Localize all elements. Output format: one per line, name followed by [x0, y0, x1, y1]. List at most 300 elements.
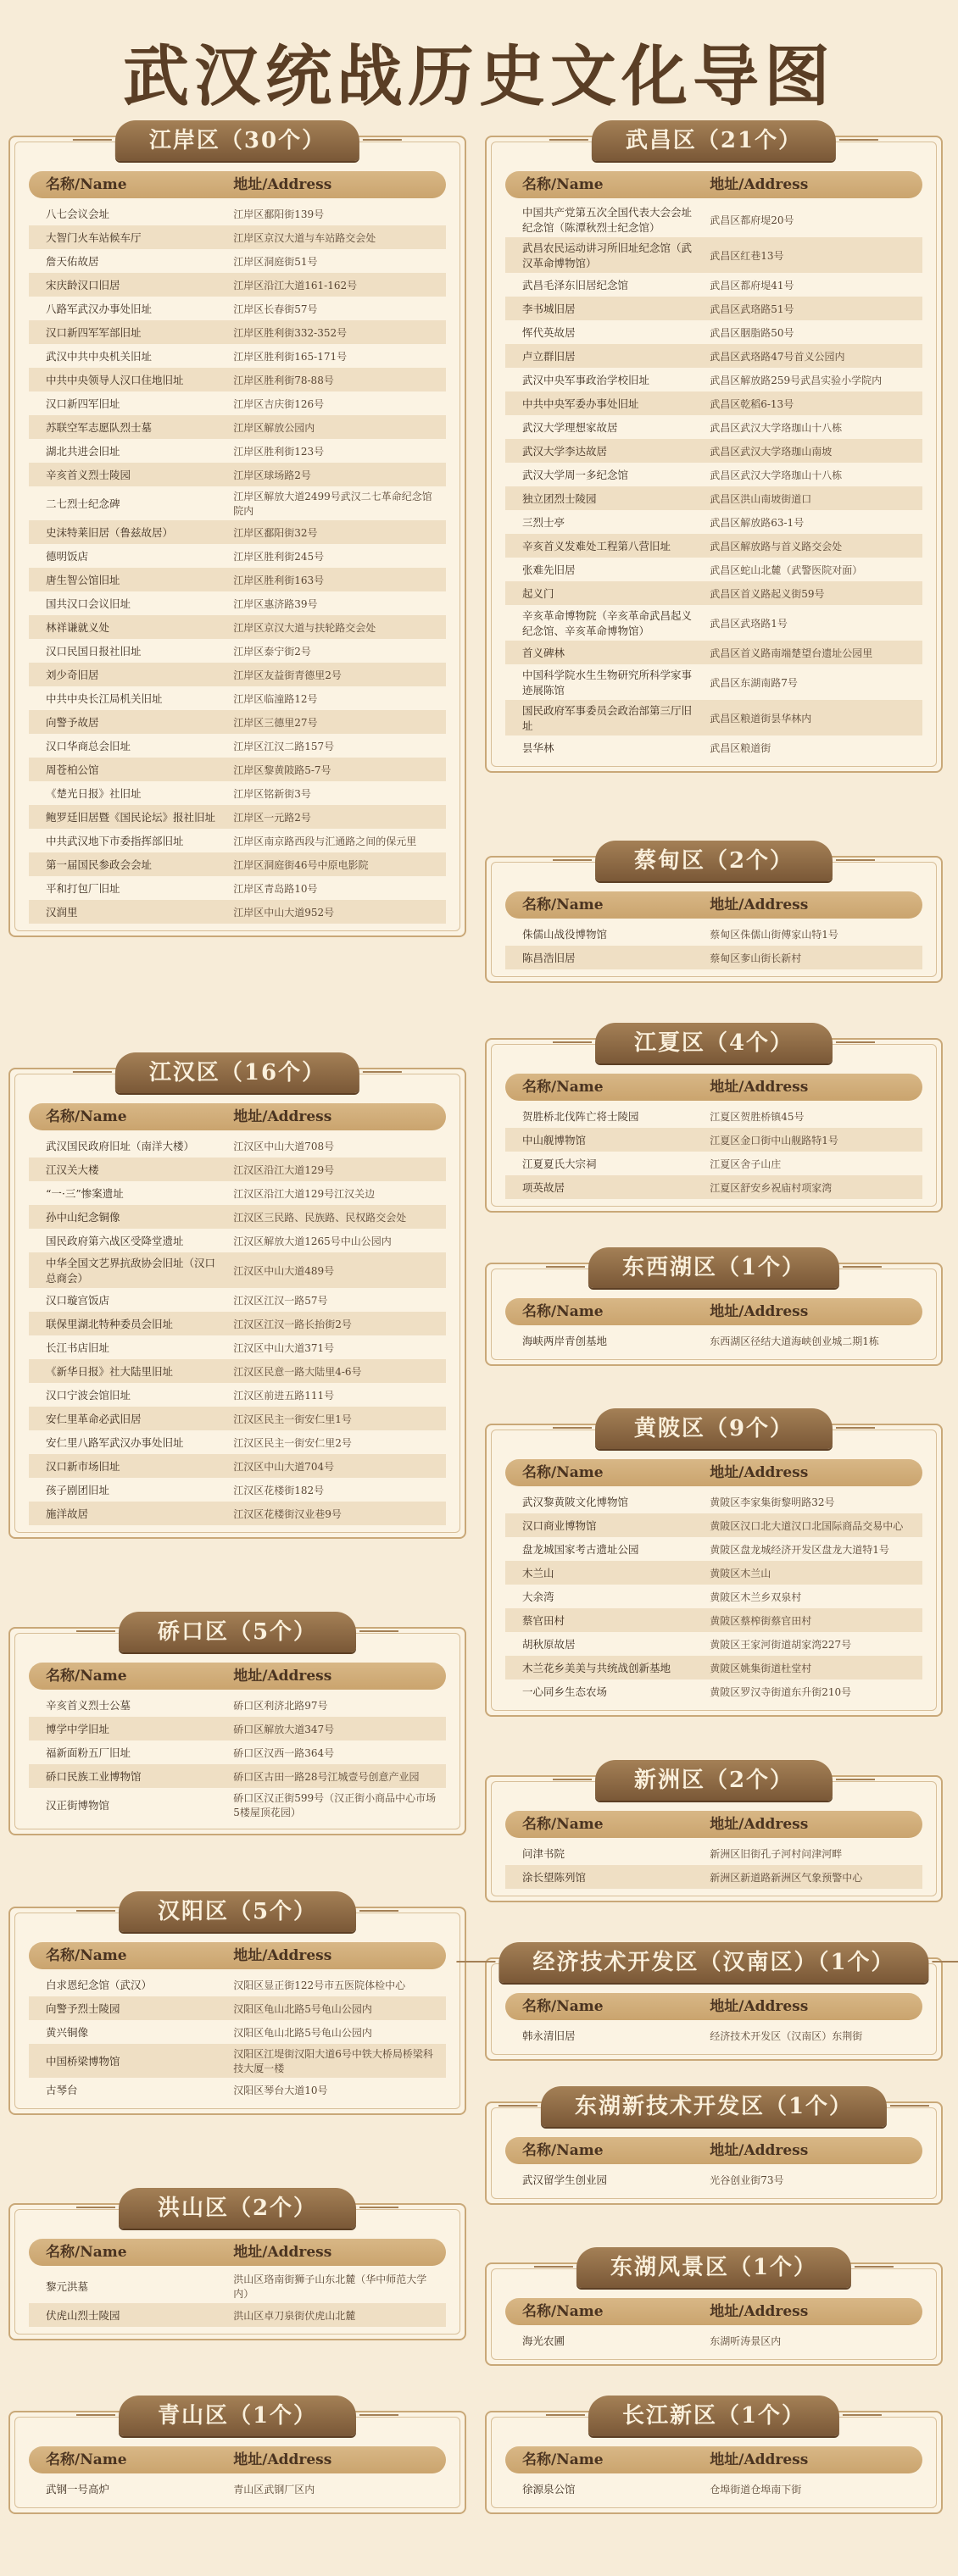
site-name: 起义门 — [522, 587, 554, 600]
site-address: 武昌区解放路259号武昌实验小学院内 — [710, 374, 883, 386]
site-address: 武昌区都府堤20号 — [710, 214, 794, 226]
site-name: 卢立群旧居 — [522, 350, 576, 363]
table-row — [505, 368, 922, 391]
site-name: 第一届国民参政会会址 — [46, 858, 153, 871]
site-address: 江汉区民主一街安仁里1号 — [233, 1413, 352, 1425]
district-title: 东湖新技术开发区（1个） — [541, 2086, 887, 2127]
table-row — [29, 829, 446, 852]
site-name: 中国桥梁博物馆 — [46, 2055, 120, 2068]
site-name: 侏儒山战役博物馆 — [522, 928, 608, 941]
site-list — [29, 202, 446, 924]
site-address: 武昌区武汉大学珞珈山南坡 — [710, 445, 833, 458]
site-address: 江汉区江汉一路57号 — [233, 1294, 328, 1307]
table-header — [505, 1074, 922, 1101]
site-address: 新洲区新道路新洲区气象预警中心 — [710, 1871, 863, 1884]
table-row — [29, 639, 446, 663]
site-name: 木兰花乡美美与共统战创新基地 — [522, 1662, 671, 1674]
site-address: 硚口区古田一路28号江城壹号创意产业园 — [233, 1770, 420, 1783]
table-row — [29, 2477, 446, 2501]
table-row — [505, 581, 922, 605]
site-name: 徐源泉公馆 — [522, 2483, 576, 2496]
table-row — [29, 368, 446, 391]
district-panel-jianghan — [8, 1060, 466, 1539]
table-row — [505, 641, 922, 664]
site-address: 江岸区胜利街332-352号 — [233, 326, 348, 339]
district-panel-jiangxia — [485, 1030, 943, 1213]
site-name: 中国科学院水生生物研究所科学家事迹展陈馆 — [522, 669, 693, 697]
site-name: 海峡两岸青创基地 — [522, 1335, 608, 1347]
table-row — [29, 568, 446, 591]
site-name: 问津书院 — [522, 1847, 565, 1860]
site-address: 江汉区沿江大道129号江汉关边 — [233, 1187, 376, 1200]
site-name: 蔡官田村 — [522, 1614, 565, 1627]
table-row — [505, 700, 922, 736]
site-name: 国共汉口会议旧址 — [46, 597, 131, 610]
site-name: 向警予故居 — [46, 716, 99, 729]
district-title: 江夏区（4个） — [595, 1023, 833, 1063]
table-row — [29, 781, 446, 805]
district-panel-wuchang — [485, 128, 943, 773]
district-title: 硚口区（5个） — [119, 1612, 356, 1652]
table-row — [505, 1608, 922, 1632]
site-address: 武昌区蛇山北麓（武警医院对面） — [710, 564, 863, 576]
table-row — [29, 734, 446, 758]
table-row — [505, 237, 922, 273]
table-row — [29, 1973, 446, 1996]
site-name: 武汉大学周一多纪念馆 — [522, 469, 629, 481]
site-name: 汉正街博物馆 — [46, 1799, 110, 1812]
district-title: 青山区（1个） — [119, 2396, 356, 2436]
site-name: 安仁里八路军武汉办事处旧址 — [46, 1436, 184, 1449]
site-name: 孙中山纪念铜像 — [46, 1211, 120, 1224]
site-name: 德明饭店 — [46, 550, 89, 563]
site-list — [505, 1329, 922, 1352]
site-name: 汉口新四军军部旧址 — [46, 326, 142, 339]
table-row — [29, 1430, 446, 1454]
table-row — [505, 510, 922, 534]
site-name: 黎元洪墓 — [46, 2280, 89, 2293]
district-panel-jingkai — [485, 1950, 943, 2061]
site-address: 江汉区中山大道704号 — [233, 1460, 335, 1473]
site-address: 汉阳区江堤街汉阳大道6号中铁大桥局桥梁科技大厦一楼 — [233, 2048, 433, 2074]
district-title: 黄陂区（9个） — [595, 1408, 833, 1449]
site-address: 武昌区武珞路51号 — [710, 303, 794, 315]
site-name: 古琴台 — [46, 2084, 78, 2096]
table-header — [29, 2446, 446, 2473]
site-address: 青山区武钢厂区内 — [233, 2483, 315, 2496]
site-address: 武昌区武珞路47号首义公园内 — [710, 350, 845, 363]
site-list — [505, 1841, 922, 1889]
district-title: 经济技术开发区（汉南区）（1个） — [498, 1942, 928, 1983]
column-header-address: 地址/Address — [233, 2244, 332, 2261]
site-name: 二七烈士纪念碑 — [46, 497, 120, 510]
table-row — [505, 1513, 922, 1537]
site-name: 辛亥首义烈士公墓 — [46, 1699, 131, 1712]
site-address: 江岸区胜利街123号 — [233, 445, 325, 458]
column-header-name: 名称/Name — [522, 2303, 604, 2320]
site-list — [29, 1134, 446, 1525]
column-header-name: 名称/Name — [522, 897, 604, 913]
table-row — [29, 1134, 446, 1158]
site-address: 武昌区武珞路1号 — [710, 617, 788, 630]
site-list — [505, 202, 922, 759]
site-name: 中共中央军委办事处旧址 — [522, 397, 639, 410]
table-header — [505, 1993, 922, 2020]
table-row — [505, 1585, 922, 1608]
site-list — [29, 1973, 446, 2101]
site-address: 江汉区花楼街182号 — [233, 1484, 325, 1496]
site-name: 汉口新市场旧址 — [46, 1460, 120, 1473]
table-row — [505, 297, 922, 320]
site-name: 韩永清旧居 — [522, 2029, 576, 2042]
site-address: 江岸区鄱阳街139号 — [233, 208, 325, 220]
site-name: 黄兴铜像 — [46, 2026, 89, 2039]
site-list — [505, 2024, 922, 2047]
site-name: 中国共产党第五次全国代表大会会址纪念馆（陈潭秋烈士纪念馆） — [522, 206, 693, 234]
site-address: 江岸区洞庭街51号 — [233, 255, 318, 268]
table-row — [505, 1841, 922, 1865]
column-header-name: 名称/Name — [46, 2244, 127, 2261]
site-name: 安仁里革命必武旧居 — [46, 1413, 142, 1425]
table-row — [29, 1335, 446, 1359]
district-panel-changjiang-xinqu — [485, 2403, 943, 2514]
site-name: 白求恩纪念馆（武汉） — [46, 1979, 153, 1991]
table-row — [505, 463, 922, 486]
table-header — [505, 2446, 922, 2473]
column-header-address: 地址/Address — [710, 1464, 809, 1481]
table-row — [29, 1478, 446, 1502]
table-header — [505, 891, 922, 919]
site-name: 中华全国文艺界抗敌协会旧址（汉口总商会） — [46, 1257, 216, 1285]
column-header-address: 地址/Address — [233, 176, 332, 193]
table-row — [29, 1788, 446, 1822]
table-row — [29, 1996, 446, 2020]
site-address: 江夏区舒安乡祝庙村项家湾 — [710, 1181, 833, 1194]
district-panel-qiaokou — [8, 1619, 466, 1835]
site-name: 硚口民族工业博物馆 — [46, 1770, 142, 1783]
site-address: 江汉区花楼街汉业巷9号 — [233, 1507, 342, 1520]
site-address: 武昌区都府堤41号 — [710, 279, 794, 291]
site-name: 武汉大学理想家故居 — [522, 421, 618, 434]
table-row — [505, 558, 922, 581]
table-row — [29, 852, 446, 876]
site-address: 江夏区金口街中山舰路特1号 — [710, 1134, 838, 1146]
site-address: 武昌区乾稻6-13号 — [710, 397, 794, 410]
site-address: 江岸区铭新街3号 — [233, 787, 311, 800]
site-address: 江岸区胜利街78-88号 — [233, 374, 334, 386]
site-address: 汉阳区显正街122号市五医院体检中心 — [233, 1979, 406, 1991]
column-header-name: 名称/Name — [522, 2451, 604, 2468]
column-header-address: 地址/Address — [710, 897, 809, 913]
table-row — [29, 1502, 446, 1525]
site-name: 昙华林 — [522, 741, 554, 754]
site-address: 新洲区旧街孔子河村问津河畔 — [710, 1847, 843, 1860]
district-title: 新洲区（2个） — [595, 1760, 833, 1801]
column-header-address: 地址/Address — [233, 1108, 332, 1125]
site-address: 江岸区黎黄陂路5-7号 — [233, 763, 331, 776]
table-row — [29, 710, 446, 734]
site-name: 伏虎山烈士陵园 — [46, 2309, 120, 2322]
site-list — [505, 1104, 922, 1199]
site-address: 武昌区粮道街 — [710, 741, 771, 754]
district-panel-xinzhou — [485, 1768, 943, 1902]
table-row — [29, 615, 446, 639]
table-header — [505, 2298, 922, 2325]
site-name: 盘龙城国家考古遗址公园 — [522, 1543, 639, 1556]
site-name: 中共中央领导人汉口住地旧址 — [46, 374, 184, 386]
column-header-address: 地址/Address — [710, 176, 809, 193]
table-row — [29, 391, 446, 415]
site-address: 江汉区民主一街安仁里2号 — [233, 1436, 352, 1449]
site-address: 江岸区鄱阳街32号 — [233, 526, 318, 539]
district-title: 东湖风景区（1个） — [576, 2247, 851, 2288]
table-row — [505, 1104, 922, 1128]
site-name: 辛亥首义发难处工程第八营旧址 — [522, 540, 671, 552]
table-row — [29, 1252, 446, 1288]
site-name: 长江书店旧址 — [46, 1341, 110, 1354]
table-row — [505, 1679, 922, 1703]
table-header — [505, 1811, 922, 1838]
table-header — [505, 171, 922, 198]
district-panel-hongshan — [8, 2196, 466, 2340]
site-address: 黄陂区汉口北大道汉口北国际商品交易中心 — [710, 1519, 904, 1532]
table-row — [29, 1383, 446, 1407]
table-row — [29, 439, 446, 463]
district-panel-hanyang — [8, 1899, 466, 2115]
site-name: 武汉大学李达故居 — [522, 445, 608, 458]
district-panel-jiangan — [8, 128, 466, 937]
site-name: 一心同乡生态农场 — [522, 1685, 608, 1698]
page-title: 武汉统战历史文化导图 — [122, 38, 835, 115]
site-name: 周苍柏公馆 — [46, 763, 99, 776]
district-title: 蔡甸区（2个） — [595, 841, 833, 881]
site-name: 辛亥首义烈士陵园 — [46, 469, 131, 481]
site-name: 平和打包厂旧址 — [46, 882, 120, 895]
column-header-name: 名称/Name — [522, 2142, 604, 2159]
table-row — [29, 758, 446, 781]
site-name: 武汉中共中央机关旧址 — [46, 350, 153, 363]
site-name: 《新华日报》社大陆里旧址 — [46, 1365, 174, 1378]
site-name: 张难先旧居 — [522, 564, 576, 576]
site-name: 汉口宁波会馆旧址 — [46, 1389, 131, 1402]
table-row — [29, 2269, 446, 2303]
site-name: 刘少奇旧居 — [46, 669, 99, 681]
table-row — [29, 591, 446, 615]
site-name: 中共武汉地下市委指挥部旧址 — [46, 835, 184, 847]
table-row — [29, 1158, 446, 1181]
site-address: 江岸区青岛路10号 — [233, 882, 318, 895]
site-name: 湖北共进会旧址 — [46, 445, 120, 458]
site-address: 江夏区贺胜桥镇45号 — [710, 1110, 805, 1123]
table-row — [505, 2168, 922, 2191]
table-header — [29, 1103, 446, 1130]
site-address: 江岸区泰宁街2号 — [233, 645, 311, 658]
site-address: 江汉区解放大道1265号中山公园内 — [233, 1235, 392, 1247]
table-header — [29, 171, 446, 198]
site-address: 江岸区三德里27号 — [233, 716, 318, 729]
site-name: 汉口璇宫饭店 — [46, 1294, 110, 1307]
site-address: 江岸区临潼路12号 — [233, 692, 318, 705]
table-row — [505, 1632, 922, 1656]
table-row — [29, 344, 446, 368]
site-list — [505, 2168, 922, 2191]
site-address: 东西湖区径结大道海峡创业城二期1栋 — [710, 1335, 879, 1347]
column-header-address: 地址/Address — [233, 2451, 332, 2468]
site-address: 江汉区中山大道708号 — [233, 1140, 335, 1152]
site-name: 辛亥革命博物院（辛亥革命武昌起义纪念馆、辛亥革命博物馆） — [522, 609, 693, 637]
site-address: 黄陂区木兰乡双泉村 — [710, 1591, 802, 1603]
site-address: 江汉区中山大道489号 — [233, 1264, 335, 1277]
site-name: 李书城旧居 — [522, 303, 576, 315]
site-name: 武汉中央军事政治学校旧址 — [522, 374, 650, 386]
table-header — [505, 2137, 922, 2164]
site-list — [505, 1490, 922, 1703]
column-header-name: 名称/Name — [46, 1668, 127, 1685]
site-address: 江岸区友益街青德里2号 — [233, 669, 342, 681]
site-list — [505, 922, 922, 969]
site-address: 江岸区一元路2号 — [233, 811, 311, 824]
site-name: 木兰山 — [522, 1567, 554, 1579]
site-address: 江岸区长春街57号 — [233, 303, 318, 315]
table-row — [29, 805, 446, 829]
table-header — [505, 1298, 922, 1325]
site-address: 江岸区中山大道952号 — [233, 906, 335, 919]
district-title: 江汉区（16个） — [115, 1052, 359, 1093]
table-row — [505, 344, 922, 368]
site-name: 武汉黎黄陂文化博物馆 — [522, 1496, 629, 1508]
table-header — [29, 1942, 446, 1969]
site-address: 江夏区舍子山庄 — [710, 1158, 782, 1170]
site-address: 武昌区粮道街昙华林内 — [710, 712, 812, 724]
district-panel-huangpi — [485, 1416, 943, 1717]
table-row — [29, 544, 446, 568]
site-address: 硚口区汉正街599号（汉正街小商品中心市场5楼屋顶花园） — [233, 1792, 437, 1818]
site-address: 江汉区民意一路大陆里4-6号 — [233, 1365, 362, 1378]
site-name: 孩子剧团旧址 — [46, 1484, 110, 1496]
table-row — [505, 1561, 922, 1585]
table-row — [29, 2303, 446, 2327]
site-name: “一·三”惨案遗址 — [46, 1187, 124, 1200]
site-address: 江岸区惠济路39号 — [233, 597, 318, 610]
table-row — [29, 520, 446, 544]
site-name: 首义碑林 — [522, 647, 565, 659]
site-name: 詹天佑故居 — [46, 255, 99, 268]
table-row — [29, 1288, 446, 1312]
site-address: 汉阳区琴台大道10号 — [233, 2084, 328, 2096]
column-header-address: 地址/Address — [710, 2142, 809, 2159]
table-row — [505, 202, 922, 237]
column-header-address: 地址/Address — [710, 1816, 809, 1833]
district-title: 洪山区（2个） — [119, 2188, 356, 2229]
site-list — [29, 2477, 446, 2501]
column-header-name: 名称/Name — [46, 2451, 127, 2468]
site-name: 武钢一号高炉 — [46, 2483, 110, 2496]
column-header-name: 名称/Name — [522, 1079, 604, 1096]
column-header-name: 名称/Name — [522, 1816, 604, 1833]
table-row — [29, 2020, 446, 2044]
site-name: 独立团烈士陵园 — [522, 492, 597, 505]
table-row — [29, 225, 446, 249]
column-header-name: 名称/Name — [522, 176, 604, 193]
table-row — [29, 1312, 446, 1335]
site-name: 宋庆龄汉口旧居 — [46, 279, 120, 291]
site-address: 黄陂区蔡榨街蔡官田村 — [710, 1614, 812, 1627]
site-name: 国民政府第六战区受降堂遗址 — [46, 1235, 184, 1247]
site-name: 武昌农民运动讲习所旧址纪念馆（武汉革命博物馆） — [522, 242, 693, 269]
site-address: 黄陂区盘龙城经济开发区盘龙大道特1号 — [710, 1543, 889, 1556]
site-name: 八路军武汉办事处旧址 — [46, 303, 153, 315]
table-row — [505, 2329, 922, 2352]
site-address: 江岸区京汉大道与车站路交会处 — [233, 231, 376, 244]
table-header — [505, 1459, 922, 1486]
site-list — [29, 2269, 446, 2327]
site-list — [29, 1693, 446, 1822]
table-row — [505, 415, 922, 439]
table-row — [505, 391, 922, 415]
column-header-name: 名称/Name — [522, 1303, 604, 1320]
site-address: 黄陂区罗汉寺街道东升街210号 — [710, 1685, 852, 1698]
site-name: 林祥谦就义处 — [46, 621, 110, 634]
table-row — [29, 1359, 446, 1383]
table-row — [505, 1656, 922, 1679]
table-row — [505, 1175, 922, 1199]
site-address: 黄陂区木兰山 — [710, 1567, 771, 1579]
site-name: 武汉留学生创业园 — [522, 2174, 608, 2186]
site-address: 硚口区利济北路97号 — [233, 1699, 328, 1712]
table-row — [29, 876, 446, 900]
site-address: 硚口区解放大道347号 — [233, 1723, 335, 1735]
site-name: 江汉关大楼 — [46, 1163, 99, 1176]
site-name: 陈昌浩旧居 — [522, 952, 576, 964]
site-address: 东湖听涛景区内 — [710, 2334, 782, 2347]
table-header — [29, 1663, 446, 1690]
site-name: 汉口新四军旧址 — [46, 397, 120, 410]
table-row — [29, 415, 446, 439]
column-header-address: 地址/Address — [233, 1947, 332, 1964]
site-address: 江岸区江汉二路157号 — [233, 740, 335, 752]
table-row — [505, 1865, 922, 1889]
table-row — [505, 2024, 922, 2047]
table-row — [505, 486, 922, 510]
site-address: 洪山区珞南街狮子山东北麓（华中师范大学内） — [233, 2273, 427, 2300]
table-row — [29, 1717, 446, 1740]
site-address: 武昌区武汉大学珞珈山十八栋 — [710, 469, 843, 481]
site-name: 恽代英故居 — [522, 326, 576, 339]
table-row — [29, 663, 446, 686]
district-panel-dongxihu — [485, 1255, 943, 1366]
site-address: 江汉区中山大道371号 — [233, 1341, 335, 1354]
site-address: 仓埠街道仓埠南下街 — [710, 2483, 802, 2496]
table-row — [505, 1329, 922, 1352]
site-address: 武昌区红巷13号 — [710, 249, 784, 262]
site-name: 鲍罗廷旧居暨《国民论坛》报社旧址 — [46, 811, 216, 824]
table-row — [505, 1152, 922, 1175]
site-list — [505, 2329, 922, 2352]
site-name: 中共中央长江局机关旧址 — [46, 692, 163, 705]
site-name: 苏联空军志愿队烈士墓 — [46, 421, 153, 434]
site-name: 中山舰博物馆 — [522, 1134, 587, 1146]
site-address: 江岸区胜利街163号 — [233, 574, 325, 586]
table-row — [29, 202, 446, 225]
site-address: 蔡甸区奓山街长新村 — [710, 952, 802, 964]
column-header-name: 名称/Name — [522, 1464, 604, 1481]
site-address: 洪山区卓刀泉街伏虎山北麓 — [233, 2309, 356, 2322]
site-address: 江岸区南京路西段与汇通路之间的保元里 — [233, 835, 417, 847]
site-address: 江汉区前进五路111号 — [233, 1389, 335, 1402]
site-address: 蔡甸区侏儒山街傅家山特1号 — [710, 928, 838, 941]
table-row — [505, 946, 922, 969]
table-row — [505, 664, 922, 700]
